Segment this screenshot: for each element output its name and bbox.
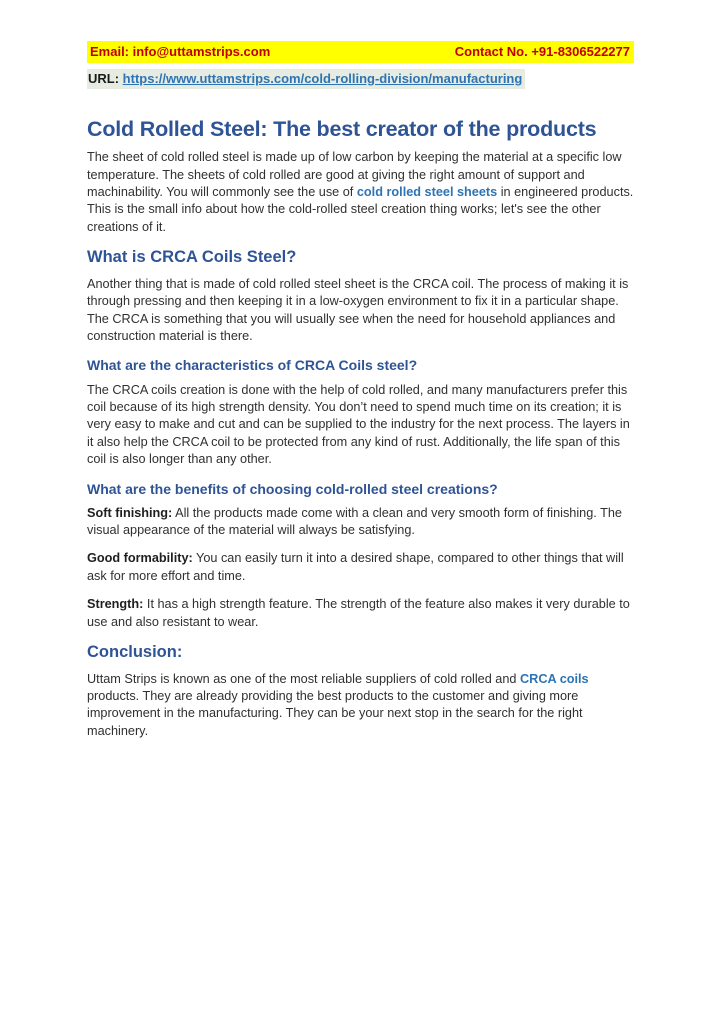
intro-text-before: The sheet of cold rolled steel is made up of low carbon by keeping the material at a specific low temperature. The sheets of cold rolled are good at giving the right amount of support and machinability. You will commonly see the use of — [87, 150, 622, 199]
benefit-label: Soft finishing: — [87, 505, 173, 520]
conclusion-text-after: products. They are already providing the best products to the customer and giving more improvement in the manufacturing. They can be your next stop in the search for the right machinery. — [87, 689, 583, 738]
benefit-label: Strength: — [87, 597, 144, 612]
url-line — [87, 71, 634, 86]
benefit-text: You can easily turn it into a desired shape, compared to other things that will ask for more effort and time. — [87, 551, 624, 583]
email-label: Email: info@uttamstrips.com — [90, 44, 271, 59]
page-title: Cold Rolled Steel: The best creator of the products — [87, 117, 597, 141]
benefit-text: All the products made come with a clean and very smooth form of finishing. The visual appearance of the material will always be satisfying. — [87, 505, 622, 538]
conclusion-text-before: Uttam Strips is known as one of the most reliable suppliers of cold rolled and — [87, 671, 520, 686]
heading-characteristics: What are the characteristics of CRCA Coils steel? — [87, 357, 418, 374]
intro-paragraph — [87, 149, 634, 236]
url-link[interactable]: https://www.uttamstrips.com/cold-rolling-division/manufacturing — [122, 71, 523, 86]
characteristics-paragraph: The CRCA coils creation is done with the help of cold rolled, and many manufacturers prefer this coil because of its high strength density. You don’t need to spend much time on its creation; it is very easy to make and cut and can be supplied to the industry for the next process. The layers in it also help the CRCA coil to be protected from any kind of rust. Additionally, the life span of this coil is also longer than any other. — [87, 382, 630, 467]
contact-header-bar — [87, 41, 634, 63]
contact-number-label: Contact No. +91-8306522277 — [454, 44, 630, 59]
intro-text-after: in engineered products. This is the small info about how the cold-rolled steel creation thing works; let's see the other creations of it. — [87, 185, 634, 234]
heading-conclusion: Conclusion: — [87, 643, 183, 662]
benefit-label: Good formability: — [87, 551, 193, 566]
cold-rolled-steel-sheets-link[interactable]: cold rolled steel sheets — [356, 185, 498, 199]
benefit-strength — [87, 596, 634, 631]
heading-benefits: What are the benefits of choosing cold-rolled steel creations? — [87, 480, 498, 497]
benefit-good-formability — [87, 550, 634, 585]
url-label: URL: — [88, 71, 120, 86]
heading-what-is-crca-coils-steel: What is CRCA Coils Steel? — [87, 248, 297, 267]
url-highlight — [87, 69, 525, 89]
conclusion-paragraph — [87, 671, 634, 741]
benefit-soft-finishing — [87, 505, 634, 540]
what-is-paragraph: Another thing that is made of cold rolled steel sheet is the CRCA coil. The process of making it is through pressing and then keeping it in a low-oxygen environment to fix it in a particular shape. The CRCA is something that you will usually see when the need for household appliances and construction material is there. — [87, 276, 629, 343]
benefit-text: It has a high strength feature. The strength of the feature also makes it very durable to use and also resistant to wear. — [87, 597, 630, 629]
crca-coils-link[interactable]: CRCA coils — [520, 671, 589, 686]
